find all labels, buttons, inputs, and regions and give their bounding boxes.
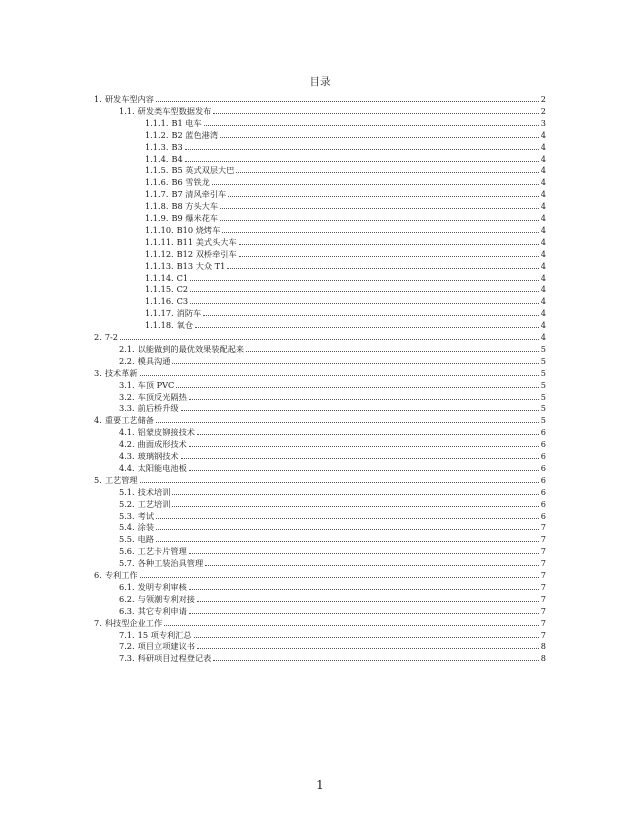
toc-entry-number: 4. [94, 415, 102, 426]
toc-entry-number: 5.3. [119, 510, 135, 521]
toc-entry-page: 4 [540, 213, 546, 223]
toc-entry-page: 5 [540, 403, 546, 414]
toc-entry-page: 5 [540, 355, 546, 366]
toc-entry-page: 8 [540, 641, 546, 652]
toc-entry-title: 15 项专利汇总 [137, 629, 192, 640]
toc-entry-page: 7 [540, 617, 546, 628]
toc-entry-number: 1.1.15. [145, 284, 174, 295]
toc-entry-number: 6.1. [119, 581, 135, 592]
toc-entry-page: 6 [540, 474, 546, 485]
toc-dot-leader [176, 387, 538, 388]
toc-entry-title: 与领潮专利对接 [137, 593, 195, 604]
toc-entry-page: 4 [540, 308, 546, 319]
toc-entry-title: 工艺培训 [137, 498, 171, 509]
toc-entry-title: 前后桥升级 [137, 403, 179, 414]
toc-dot-leader [213, 660, 538, 661]
toc-entry-page: 4 [540, 272, 546, 283]
toc-entry-title: 涂装 [137, 522, 155, 533]
toc-entry-page: 6 [540, 451, 546, 461]
toc-dot-leader [236, 172, 538, 173]
toc-entry-title: B9 爆米花车 [171, 213, 219, 223]
toc-entry-title: B3 [171, 141, 183, 152]
toc-entry-number: 1.1.4. [145, 153, 169, 164]
toc-entry-title: B13 大众 T1 [176, 260, 226, 271]
toc-dot-leader [197, 648, 539, 649]
toc-entry-title: B4 [171, 153, 183, 164]
toc-entry-page: 5 [540, 415, 546, 426]
toc-entry-title: B6 雪铁龙 [171, 177, 210, 188]
toc-entry-title: 科研项目过程登记表 [137, 653, 212, 664]
toc-entry-page: 6 [540, 486, 546, 497]
toc-entry-page: 4 [540, 189, 546, 200]
toc-dot-leader [220, 137, 539, 138]
toc-entry-number: 7.1. [119, 629, 135, 640]
toc-entry-number: 3.1. [119, 379, 135, 390]
toc-entry-number: 5. [94, 474, 102, 485]
toc-entry-page: 5 [540, 367, 546, 378]
toc-entry-number: 3.3. [119, 403, 135, 414]
toc-entry-page: 6 [540, 427, 546, 438]
toc-entry-page: 2 [540, 94, 546, 104]
toc-entry-page: 7 [540, 570, 546, 580]
toc-entry-page: 6 [540, 510, 546, 521]
toc-entry-page: 7 [540, 605, 546, 616]
toc-entry-number: 1. [94, 94, 102, 104]
toc-entry-page: 4 [540, 165, 546, 176]
toc-entry-title: 消防车 [176, 308, 202, 319]
toc-entry-number: 1.1.17. [145, 308, 174, 319]
toc-entry-number: 4.3. [119, 451, 135, 461]
toc-dot-leader [156, 518, 539, 519]
toc-dot-leader [156, 529, 539, 530]
toc-entry-title: B1 电车 [171, 117, 202, 128]
toc-entry-title: B12 双桥牵引车 [176, 248, 237, 259]
toc-entry-page: 4 [540, 284, 546, 295]
toc-entry-page: 4 [540, 141, 546, 152]
toc-entry-number: 1.1.3. [145, 141, 169, 152]
toc-entry-page: 7 [540, 629, 546, 640]
toc-entry-title: 项目立项建议书 [137, 641, 195, 652]
toc-entry-page: 4 [540, 320, 546, 331]
toc-entry-title: 车顶反光隔热 [137, 391, 187, 402]
toc-entry-number: 5.6. [119, 546, 135, 557]
toc-entry-title: C2 [176, 284, 189, 295]
toc-entry-page: 5 [540, 391, 546, 402]
toc-entry-title: B11 美式头大车 [176, 236, 237, 247]
toc-entry-page: 4 [540, 248, 546, 259]
toc-entry-number: 5.2. [119, 498, 135, 509]
toc-entry-title: C1 [176, 272, 189, 283]
toc-entry-number: 3.2. [119, 391, 135, 402]
toc-entry-title: 氧仓 [176, 320, 194, 331]
toc-entry-number: 4.4. [119, 462, 135, 473]
toc-entry-title: 车顶 PVC [137, 379, 175, 390]
toc-entry-title: 技术革新 [104, 367, 138, 378]
toc-entry-title: 太阳能电池板 [137, 462, 187, 473]
toc-dot-leader [189, 589, 539, 590]
toc-dot-leader [189, 399, 539, 400]
toc-entry-title: B5 英式双层大巴 [171, 165, 235, 176]
toc-dot-leader [140, 577, 539, 578]
toc-dot-leader [189, 553, 539, 554]
toc-entry-title: 发明专利审核 [137, 581, 187, 592]
toc-dot-leader [239, 244, 539, 245]
toc-dot-leader [156, 101, 539, 102]
toc-entry-number: 1.1.5. [145, 165, 169, 176]
toc-entry-title: B2 蓝色港湾 [171, 129, 219, 140]
toc-entry-page: 4 [540, 296, 546, 307]
toc-dot-leader [185, 161, 539, 162]
toc-entry-number: 1.1.1. [145, 117, 169, 128]
toc-dot-leader [120, 339, 539, 340]
toc-dot-leader [228, 196, 539, 197]
toc-dot-leader [181, 458, 539, 459]
toc-dot-leader [205, 565, 539, 566]
toc-dot-leader [246, 351, 539, 352]
toc-entry-number: 1.1.6. [145, 177, 169, 188]
toc-entry-title: 其它专利申请 [137, 605, 187, 616]
toc-entry-page: 7 [540, 581, 546, 592]
toc-entry-title: 专利工作 [104, 570, 138, 580]
toc-entry-page: 7 [540, 546, 546, 557]
toc-entry-number: 1.1.11. [145, 236, 174, 247]
toc-dot-leader [190, 303, 539, 304]
toc-dot-leader [185, 149, 539, 150]
toc-entry-title: 技术培训 [137, 486, 171, 497]
toc-entry-title: 模具沟通 [137, 355, 171, 366]
toc-entry-page: 4 [540, 177, 546, 188]
toc-entry-number: 7.3. [119, 653, 135, 664]
toc-entry-title: 科技型企业工作 [104, 617, 163, 628]
toc-dot-leader [197, 601, 539, 602]
toc-entry-page: 2 [540, 105, 546, 116]
toc-entry-title: B10 烧烤车 [176, 224, 221, 235]
toc-dot-leader [189, 446, 539, 447]
toc-dot-leader [140, 375, 539, 376]
toc-entry-number: 1.1.8. [145, 201, 169, 212]
toc-entry-page: 5 [540, 379, 546, 390]
toc-entry-page: 5 [540, 343, 546, 354]
toc-entry-title: 铝蒙皮铆接技术 [137, 427, 195, 438]
toc-dot-leader [220, 208, 539, 209]
toc-entry-number: 3. [94, 367, 102, 378]
toc-entry-number: 2. [94, 332, 102, 342]
toc-dot-leader [227, 268, 538, 269]
toc-entry-title: B8 方头大车 [171, 201, 219, 212]
toc-entry-number: 1.1. [119, 105, 135, 116]
toc-entry-page: 4 [540, 260, 546, 271]
toc-entry-number: 5.5. [119, 534, 135, 545]
toc-entry-page: 4 [540, 129, 546, 140]
toc-entry-number: 5.1. [119, 486, 135, 497]
toc-dot-leader [222, 232, 539, 233]
toc-entry-number: 1.1.9. [145, 213, 169, 223]
toc-entry-number: 6.2. [119, 593, 135, 604]
toc-entry-title: 玻璃钢技术 [137, 451, 179, 461]
toc-entry-number: 4.1. [119, 427, 135, 438]
toc-dot-leader [156, 541, 539, 542]
toc-entry-number: 1.1.13. [145, 260, 174, 271]
toc-dot-leader [239, 256, 539, 257]
toc-entry-page: 4 [540, 236, 546, 247]
toc-entry-page: 4 [540, 332, 546, 342]
toc-entry-page: 7 [540, 593, 546, 604]
toc-entry-number: 1.1.7. [145, 189, 169, 200]
toc-dot-leader [203, 315, 539, 316]
page-number: 1 [316, 778, 324, 792]
toc-entry-title: 各种工装治具管理 [137, 558, 204, 569]
toc-dot-leader [172, 506, 538, 507]
toc-entry-number: 1.1.16. [145, 296, 174, 307]
toc-entry-number: 1.1.12. [145, 248, 174, 259]
toc-entry-number: 1.1.14. [145, 272, 174, 283]
toc-dot-leader [181, 410, 539, 411]
toc-entry-number: 5.7. [119, 558, 135, 569]
toc-entry-number: 1.1.18. [145, 320, 174, 331]
toc-entry-number: 1.1.2. [145, 129, 169, 140]
toc-dot-leader [172, 363, 538, 364]
toc-entry-title: 电路 [137, 534, 155, 545]
toc-entry-number: 7.2. [119, 641, 135, 652]
toc-dot-leader [197, 434, 539, 435]
toc-entry-title: B7 清风牵引车 [171, 189, 227, 200]
toc-entry-page: 4 [540, 201, 546, 212]
toc-entry-title: 工艺管理 [104, 474, 138, 485]
toc-entry-title: 曲面成形技术 [137, 439, 187, 450]
toc-entry-number: 5.4. [119, 522, 135, 533]
toc-entry-title: 以能做到的最优效果装配起来 [137, 343, 245, 354]
toc-entry-title: 研发类车型数据发布 [137, 105, 212, 116]
toc-entry-number: 2.2. [119, 355, 135, 366]
toc-dot-leader [189, 470, 539, 471]
toc-dot-leader [204, 125, 539, 126]
toc-dot-leader [194, 637, 539, 638]
toc-entry-page: 4 [540, 224, 546, 235]
toc-dot-leader [189, 613, 539, 614]
toc-entry-title: 7-2 [104, 332, 118, 342]
toc-entry-page: 7 [540, 522, 546, 533]
toc-dot-leader [195, 327, 539, 328]
toc-dot-leader [213, 113, 538, 114]
toc-dot-leader [190, 291, 539, 292]
toc-entry-page: 6 [540, 439, 546, 450]
toc-dot-leader [220, 220, 539, 221]
toc-entry-page: 3 [540, 117, 546, 128]
toc-title: 目录 [309, 76, 331, 88]
toc-entry-number: 6. [94, 570, 102, 580]
toc-dot-leader [156, 422, 539, 423]
toc-entry-title: 考试 [137, 510, 155, 521]
toc-entry-title: 工艺卡片管理 [137, 546, 187, 557]
toc-entry-title: C3 [176, 296, 189, 307]
toc-dot-leader [164, 625, 539, 626]
toc-entry-page: 7 [540, 558, 546, 569]
toc-dot-leader [190, 280, 539, 281]
toc-entry-page: 7 [540, 534, 546, 545]
toc-dot-leader [172, 494, 538, 495]
toc-entry-page: 8 [540, 653, 546, 664]
toc-entry-number: 4.2. [119, 439, 135, 450]
toc-entry-number: 7. [94, 617, 102, 628]
toc-entry-page: 6 [540, 498, 546, 509]
toc-entry-number: 6.3. [119, 605, 135, 616]
toc-entry-title: 重要工艺储备 [104, 415, 154, 426]
toc-entry-page: 6 [540, 462, 546, 473]
toc-entry-number: 1.1.10. [145, 224, 174, 235]
toc-entry-page: 4 [540, 153, 546, 164]
toc-entry[interactable] [119, 650, 546, 663]
toc-dot-leader [140, 482, 539, 483]
toc-entry-title: 研发车型内容 [104, 94, 154, 104]
toc-entry-number: 2.1. [119, 343, 135, 354]
toc-dot-leader [212, 184, 539, 185]
